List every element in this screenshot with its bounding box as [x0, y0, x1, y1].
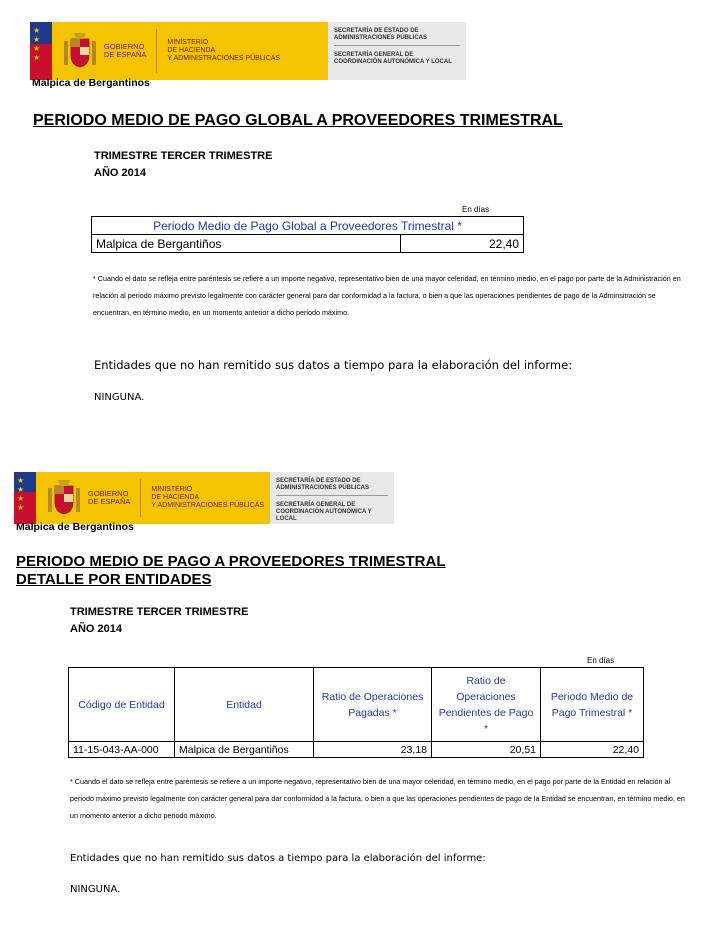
- table-row: [69, 742, 644, 758]
- coat-of-arms-icon: [46, 478, 82, 518]
- units-label: En días: [587, 656, 615, 665]
- page-title-2: PERIODO MEDIO DE PAGO A PROVEEDORES TRIMESTRAL DETALLE POR ENTIDADES: [16, 553, 446, 588]
- ratio-pendientes-cell: 20,51: [432, 742, 541, 758]
- secretaria-estado: SECRETARÍA DE ESTADO DE ADMINISTRACIONES PÚBLICAS: [276, 478, 370, 491]
- ministry-label: MINISTERIO DE HACIENDA Y ADMINISTRACIONES PÚBLICAS: [167, 39, 281, 62]
- col-header-ratio-pendientes: Ratio de Operaciones Pendientes de Pago *: [432, 668, 541, 742]
- ministry-label: MINISTERIO DE HACIENDA Y ADMINISTRACIONES PÚBLICAS: [151, 486, 265, 509]
- government-logo-block: [36, 472, 270, 524]
- secretaria-estado: SECRETARÍA DE ESTADO DE ADMINISTRACIONES PÚBLICAS: [334, 28, 428, 41]
- table-header-row: [69, 668, 644, 742]
- secretaria-general: SECRETARÍA GENERAL DE COORDINACIÓN AUTONÓMICA Y LOCAL: [276, 502, 372, 522]
- table-header: Periodo Medio de Pago Global a Proveedores Trimestral *: [92, 217, 524, 235]
- col-header-pmp: Periodo Medio de Pago Trimestral *: [541, 668, 644, 742]
- ninguna-text: NINGUNA.: [70, 884, 121, 895]
- table-header-row: [92, 217, 524, 235]
- ratio-pagadas-cell: 23,18: [314, 742, 432, 758]
- global-pmp-table: [91, 216, 524, 253]
- pmp-cell: 22,40: [541, 742, 644, 758]
- value-cell: 22,40: [401, 235, 524, 253]
- coat-of-arms-icon: [62, 31, 98, 71]
- page-title: PERIODO MEDIO DE PAGO GLOBAL A PROVEEDORES TRIMESTRAL: [33, 112, 563, 129]
- flag-stripe: ★ ★ ★ ★: [30, 22, 52, 80]
- municipality-label: Malpica de Bergantinos: [16, 521, 134, 533]
- trimestre-label: TRIMESTRE TERCER TRIMESTRE: [94, 150, 273, 162]
- flag-stripe: ★ ★ ★ ★: [14, 472, 36, 524]
- units-label: En días: [462, 205, 490, 214]
- year-label: AÑO 2014: [70, 623, 122, 635]
- year-label: AÑO 2014: [94, 167, 146, 179]
- entities-text: Entidades que no han remitido sus datos a tiempo para la elaboración del informe:: [70, 853, 486, 864]
- header-banner: [30, 22, 466, 80]
- footnote: * Cuando el dato se refleja entre paréntesis se refiere a un importe negativo, representativo bien de una mayor celeridad, en término medio, en el pago por parte de la Administración en relación al periodo máximo previsto legalmente con carácter general para dar conformidad a la factura, o bien a que las operaciones pendientes de pago de la Adminsitración se encuentran, en término medio, en un momento anterior a dicho periodo máximo.: [93, 274, 681, 317]
- entity-cell: Malpica de Bergantiños: [92, 235, 401, 253]
- secretaria-general: SECRETARÍA GENERAL DE COORDINACIÓN AUTONÓMICA Y LOCAL: [334, 52, 452, 65]
- codigo-cell: 11-15-043-AA-000: [69, 742, 175, 758]
- secretaria-block: [270, 472, 394, 524]
- trimestre-label: TRIMESTRE TERCER TRIMESTRE: [70, 606, 249, 618]
- municipality-label: Malpica de Bergantinos: [32, 77, 150, 89]
- table-row: [92, 235, 524, 253]
- col-header-ratio-pagadas: Ratio de Operaciones Pagadas *: [314, 668, 432, 742]
- col-header-entidad: Entidad: [175, 668, 314, 742]
- entidad-cell: Malpica de Bergantiños: [175, 742, 314, 758]
- col-header-codigo: Código de Entidad: [69, 668, 175, 742]
- entity-detail-table: [68, 667, 644, 758]
- footnote: * Cuando el dato se refleja entre paréntesis se refiere a un importe negativo, representativo bien de una mayor celeridad, en término medio, en el pago por parte de la Entidad en relación al periodo máximo previsto legalmente con carácter general para dar conformidad a la factura, o bien a que las operaciones pendientes de pago de la Entidad se encuentran, en término medio, en un momento anterior a dicho periodo máximo.: [70, 777, 685, 820]
- ninguna-text: NINGUNA.: [94, 392, 145, 403]
- government-label: GOBIERNO DE ESPAÑA: [104, 42, 147, 59]
- government-label: GOBIERNO DE ESPAÑA: [88, 489, 131, 506]
- secretaria-block: [328, 22, 466, 80]
- header-banner-2: [14, 472, 394, 524]
- entities-text: Entidades que no han remitido sus datos a tiempo para la elaboración del informe:: [94, 358, 573, 372]
- government-logo-block: [52, 22, 328, 80]
